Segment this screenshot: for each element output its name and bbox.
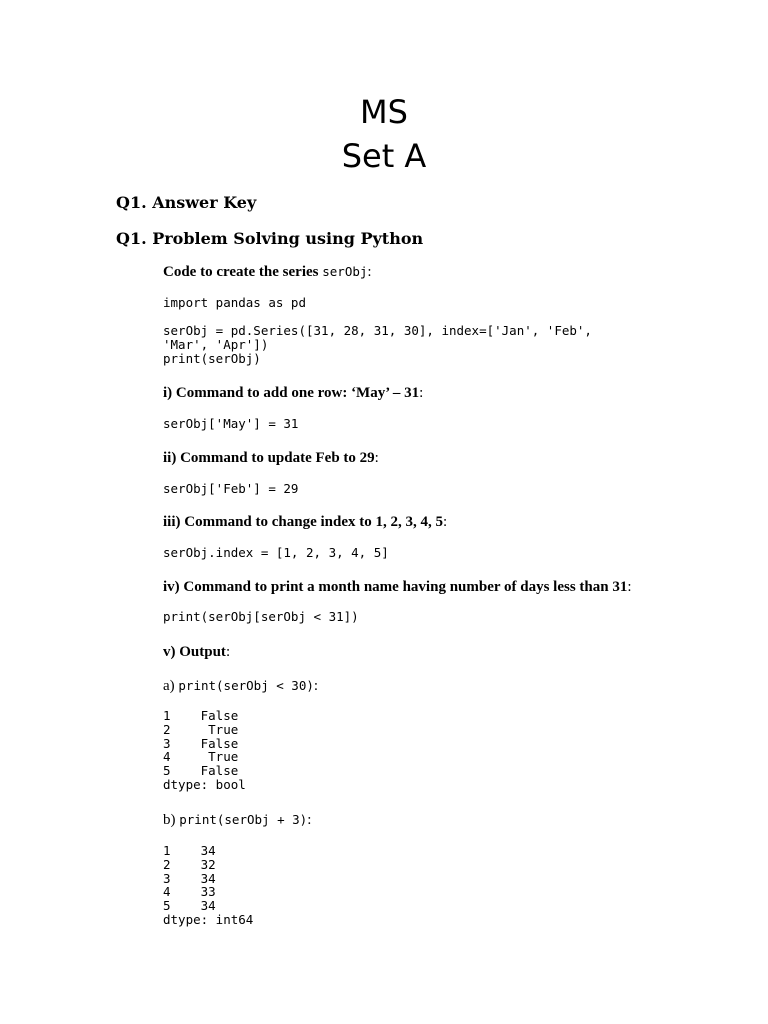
question-iii-label bbox=[163, 513, 447, 531]
intro-code: serObj bbox=[322, 264, 368, 279]
output-a-prefix: a) bbox=[163, 678, 179, 694]
question-v-colon: : bbox=[225, 644, 231, 660]
output-a-label bbox=[163, 677, 318, 695]
intro-text: Code to create the series bbox=[163, 264, 323, 280]
question-v-text: v) Output bbox=[163, 644, 226, 660]
code-import: import pandas as pd bbox=[163, 295, 306, 310]
question-v-label bbox=[163, 643, 230, 661]
intro-colon: : bbox=[367, 264, 372, 280]
question-iv-code: print(serObj[serObj < 31]) bbox=[163, 609, 359, 624]
title-ms: MS bbox=[360, 93, 408, 131]
output-b-result: 1 34 2 32 3 34 4 33 5 34 dtype: int64 bbox=[163, 843, 254, 927]
question-iii-text: iii) Command to change index to 1, 2, 3, 4, 5 bbox=[163, 514, 444, 530]
heading-answer-key: Q1. Answer Key bbox=[116, 193, 257, 212]
question-i-code: serObj['May'] = 31 bbox=[163, 416, 299, 431]
question-ii-text: ii) Command to update Feb to 29 bbox=[163, 450, 375, 466]
output-b-colon: : bbox=[307, 812, 312, 828]
question-iii-code: serObj.index = [1, 2, 3, 4, 5] bbox=[163, 545, 389, 560]
title-set: Set A bbox=[341, 137, 427, 175]
question-i-label bbox=[163, 384, 423, 402]
code-create-series: serObj = pd.Series([31, 28, 31, 30], index=['Jan', 'Feb', 'Mar', 'Apr']) print(serObj) bbox=[163, 323, 592, 366]
output-b-prefix: b) bbox=[163, 812, 180, 828]
question-ii-label bbox=[163, 449, 379, 467]
output-a-code: print(serObj < 30) bbox=[178, 678, 314, 693]
output-a-result: 1 False 2 True 3 False 4 True 5 False dtype: bool bbox=[163, 708, 246, 792]
intro-label bbox=[163, 263, 372, 281]
question-i-text: i) Command to add one row: ‘May’ – 31 bbox=[163, 385, 420, 401]
question-iv-colon: : bbox=[627, 579, 632, 595]
output-b-label bbox=[163, 811, 311, 829]
question-i-colon: : bbox=[419, 385, 424, 401]
question-ii-colon: : bbox=[374, 450, 379, 466]
question-iii-colon: : bbox=[443, 514, 448, 530]
question-ii-code: serObj['Feb'] = 29 bbox=[163, 481, 299, 496]
question-iv-label bbox=[163, 578, 632, 596]
output-a-colon: : bbox=[313, 678, 319, 694]
output-b-code: print(serObj + 3) bbox=[179, 812, 308, 827]
question-iv-text: iv) Command to print a month name having number of days less than 31 bbox=[163, 579, 628, 595]
heading-problem-solving: Q1. Problem Solving using Python bbox=[116, 229, 424, 248]
